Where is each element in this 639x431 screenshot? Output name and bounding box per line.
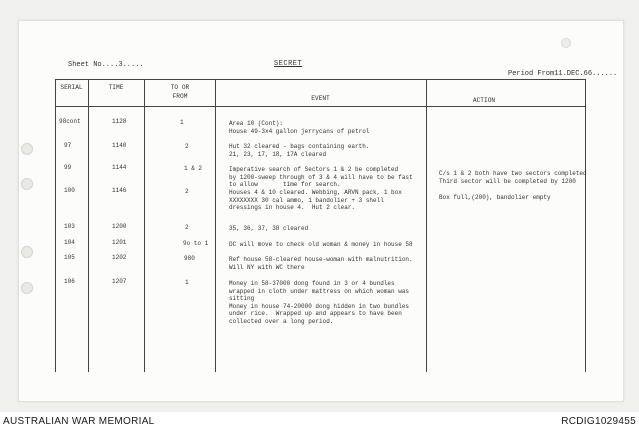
table-cell-event: Area 10 (Cont): House 49-3x4 gallon jerrycans of petrol <box>229 120 370 135</box>
table-cell-action: C/s 1 & 2 both have two sectors completed Third sector will be completed by 1200 <box>439 170 587 185</box>
table-cell-to-from: 1 <box>185 279 189 286</box>
table-cell-action: Box full,(200), bandolier empty <box>439 194 551 201</box>
table-cell-time: 1140 <box>112 142 127 149</box>
period-label: Period From11.DEC.66...... <box>508 70 618 78</box>
table-cell-serial: 100 <box>64 187 75 194</box>
table-cell-time: 1128 <box>112 118 127 125</box>
punch-hole <box>561 38 571 48</box>
table-cell-time: 1146 <box>112 187 127 194</box>
table-cell-event: DC will move to check old woman & money in house 58 <box>229 241 413 248</box>
table-cell-event: Hut 32 cleared - bags containing earth. 21, 23, 17, 18, 17A cleared <box>229 143 370 158</box>
table-header-border <box>55 106 586 107</box>
column-header-time: TIME <box>108 84 124 91</box>
column-header-event: EVENT <box>311 95 330 102</box>
archive-record-id: RCDIG1029455 <box>561 416 636 427</box>
archive-footer <box>0 412 639 431</box>
table-cell-to-from: 2 <box>185 188 189 195</box>
table-column-rule <box>55 79 56 372</box>
table-cell-event: Houses 4 & 10 cleared. Webbing, ARVN pack, 1 box XXXXXXXX 30 cal ammo, 1 bandolier + 3 shell dressings in house 4. Hut 2 clear. <box>229 189 402 212</box>
table-cell-time: 1144 <box>112 164 127 171</box>
table-cell-to-from: 9o to 1 <box>183 240 209 247</box>
table-cell-time: 1202 <box>112 254 127 261</box>
table-cell-serial: 104 <box>64 239 75 246</box>
table-cell-serial: 97 <box>64 142 72 149</box>
table-cell-serial: 103 <box>64 223 75 230</box>
column-header-to-or-from: TO OR FROM <box>170 84 190 100</box>
table-column-rule <box>426 79 427 372</box>
table-cell-to-from: 2 <box>185 143 189 150</box>
table-cell-to-from: 1 & 2 <box>184 165 203 172</box>
archive-source-label: AUSTRALIAN WAR MEMORIAL <box>3 416 155 427</box>
table-top-border <box>55 79 586 80</box>
table-cell-event: Ref house 58-cleared house-woman with malnutrition. Will NY with WC there <box>229 256 413 271</box>
table-cell-to-from: 980 <box>184 255 195 262</box>
punch-hole <box>21 178 33 190</box>
table-cell-serial: 106 <box>64 278 75 285</box>
table-column-rule <box>144 79 145 372</box>
table-cell-time: 1207 <box>112 278 127 285</box>
sheet-number: Sheet No....3..... <box>68 61 144 69</box>
punch-hole <box>21 246 33 258</box>
table-cell-time: 1201 <box>112 239 127 246</box>
punch-hole <box>21 143 33 155</box>
table-cell-to-from: 1 <box>180 119 184 126</box>
column-header-action: ACTION <box>472 97 496 104</box>
table-column-rule <box>88 79 89 372</box>
classification-label: SECRET <box>274 60 303 68</box>
table-cell-serial: 105 <box>64 254 75 261</box>
column-header-serial: SERIAL <box>60 84 83 91</box>
table-cell-event: 35, 36, 37, 38 cleared <box>229 225 309 232</box>
table-cell-to-from: 2 <box>185 224 189 231</box>
punch-hole <box>21 282 33 294</box>
table-cell-time: 1200 <box>112 223 127 230</box>
table-cell-event: Money in 58-37000 dong found in 3 or 4 bundles wrapped in cloth under mattress on which woman was sitting Money in house 74-20000 dong hidden in two bundles under rice. Wrapped up and appears to have been collected over a long period. <box>229 280 410 325</box>
table-cell-serial: 99 <box>64 164 72 171</box>
table-cell-serial: 98cont <box>59 118 81 125</box>
table-column-rule <box>585 79 586 372</box>
table-cell-event: Imperative search of Sectors 1 & 2 be completed by 1200-sweep through of 3 & 4 will have to be fast to allow time for search. <box>229 166 413 189</box>
table-column-rule <box>215 79 216 372</box>
